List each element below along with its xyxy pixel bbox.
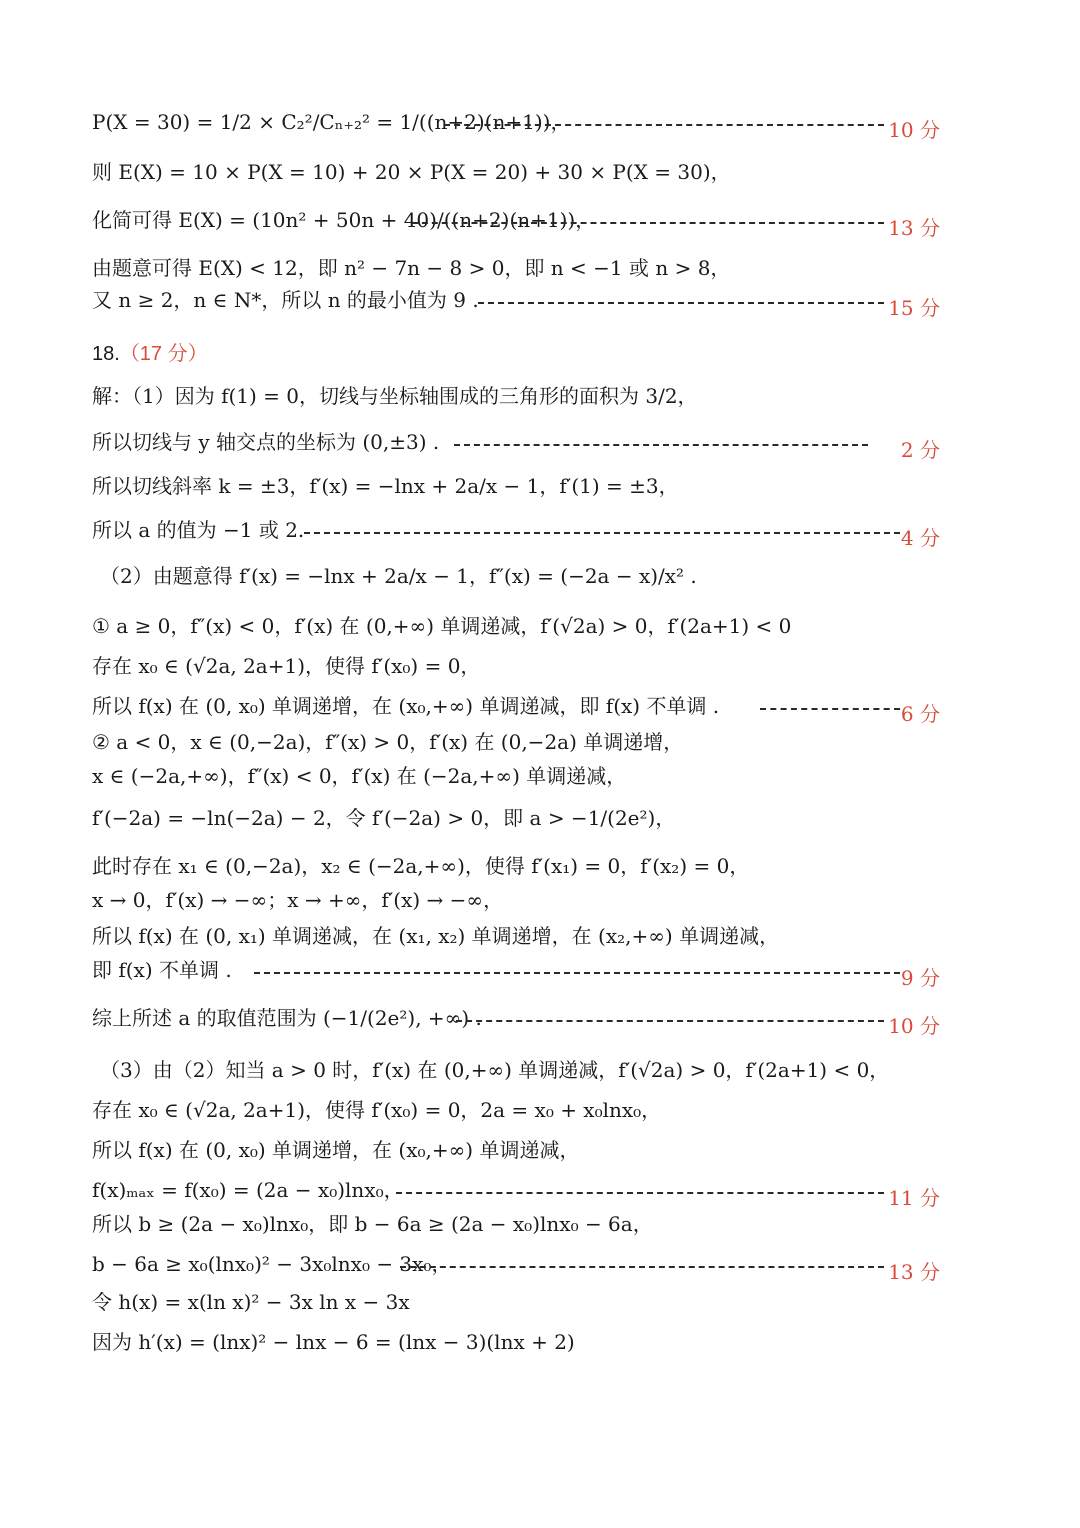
line-monotone-part3: 所以 f(x) 在 (0, x₀) 单调递增，在 (x₀,+∞) 单调递减，	[92, 1138, 580, 1162]
line-a-values: 所以 a 的值为 −1 或 2.	[92, 518, 305, 542]
dashed-leader	[444, 124, 884, 126]
score-label: 13 分	[888, 216, 940, 240]
dashed-leader	[412, 222, 884, 224]
score-label: 10 分	[888, 118, 940, 142]
score-label: 9 分	[900, 966, 940, 990]
problem-number-text: 18.	[92, 343, 120, 365]
dashed-leader	[456, 1020, 884, 1022]
line-f-prime-neg2a: f′(−2a) = −ln(−2a) − 2，令 f′(−2a) > 0，即 a > −1/(2e²)，	[92, 806, 676, 830]
line-expectation: 则 E(X) = 10 × P(X = 10) + 20 × P(X = 20) + 30 × P(X = 30)，	[92, 160, 731, 184]
line-part1-given: 解：（1）因为 f(1) = 0，切线与坐标轴围成的三角形的面积为 3/2，	[92, 384, 698, 408]
score-label: 2 分	[900, 438, 940, 462]
line-p-x-30: P(X = 30) = 1/2 × C₂²/Cₙ₊₂² = 1/((n+2)(n+1))，	[92, 110, 571, 134]
line-part2: （2）由题意得 f′(x) = −lnx + 2a/x − 1，f″(x) = (−2a − x)/x² .	[100, 564, 697, 588]
line-exists-x1-x2: 此时存在 x₁ ∈ (0,−2a)，x₂ ∈ (−2a,+∞)，使得 f′(x₁) = 0，f′(x₂) = 0，	[92, 854, 750, 878]
line-h-prime: 因为 h′(x) = (lnx)² − lnx − 6 = (lnx − 3)(lnx + 2)	[92, 1330, 575, 1354]
line-limits: x → 0，f′(x) → −∞；x → +∞，f′(x) → −∞，	[92, 888, 504, 912]
score-label: 13 分	[888, 1260, 940, 1284]
line-monotone-intervals: 所以 f(x) 在 (0, x₁) 单调递减，在 (x₁, x₂) 单调递增，在 (x₂,+∞) 单调递减，	[92, 924, 780, 948]
line-slope: 所以切线斜率 k = ±3，f′(x) = −lnx + 2a/x − 1，f′(1) = ±3，	[92, 474, 679, 498]
dashed-leader	[400, 1266, 884, 1268]
score-label: 6 分	[900, 702, 940, 726]
line-exists-x0-part3: 存在 x₀ ∈ (√2a, 2a+1)，使得 f′(x₀) = 0，2a = x₀ + x₀lnx₀，	[92, 1098, 662, 1122]
line-min-n: 又 n ≥ 2，n ∈ N*，所以 n 的最小值为 9 .	[92, 288, 479, 312]
dashed-leader	[478, 302, 884, 304]
line-case2-decreasing: x ∈ (−2a,+∞)，f″(x) < 0，f′(x) 在 (−2a,+∞) 单调递减，	[92, 764, 627, 788]
line-intercept: 所以切线与 y 轴交点的坐标为 (0,±3) .	[92, 430, 440, 454]
line-h-def: 令 h(x) = x(ln x)² − 3x ln x − 3x	[92, 1290, 410, 1314]
line-range-a: 综上所述 a 的取值范围为 (−1/(2e²), +∞) .	[92, 1006, 482, 1030]
dashed-leader	[454, 444, 868, 446]
score-label: 10 分	[888, 1014, 940, 1038]
line-case1: ① a ≥ 0，f″(x) < 0，f′(x) 在 (0,+∞) 单调递减，f′(√2a) > 0，f′(2a+1) < 0	[92, 614, 792, 638]
score-label: 4 分	[900, 526, 940, 550]
score-label: 15 分	[888, 296, 940, 320]
line-not-monotone-1: 所以 f(x) 在 (0, x₀) 单调递增，在 (x₀,+∞) 单调递减，即 f(x) 不单调 .	[92, 694, 720, 718]
dashed-leader	[760, 708, 900, 710]
line-not-monotone-2: 即 f(x) 不单调 .	[92, 958, 232, 982]
line-inequality: 由题意可得 E(X) < 12，即 n² − 7n − 8 > 0，即 n < −1 或 n > 8，	[92, 256, 731, 280]
problem-points: （17 分）	[119, 343, 208, 365]
line-b-inequality: 所以 b ≥ (2a − x₀)lnx₀，即 b − 6a ≥ (2a − x₀)lnx₀ − 6a，	[92, 1212, 653, 1236]
dashed-leader	[304, 532, 900, 534]
line-part3: （3）由（2）知当 a > 0 时，f′(x) 在 (0,+∞) 单调递减，f′(√2a) > 0，f′(2a+1) < 0，	[100, 1058, 890, 1082]
problem-number	[92, 344, 208, 364]
line-b-6a: b − 6a ≥ x₀(lnx₀)² − 3x₀lnx₀ − 3x₀，	[92, 1252, 452, 1276]
score-label: 11 分	[888, 1186, 940, 1210]
line-simplify: 化简可得 E(X) = (10n² + 50n + 40)/((n+2)(n+1))，	[92, 208, 596, 232]
line-case2: ② a < 0，x ∈ (0,−2a)，f″(x) > 0，f′(x) 在 (0,−2a) 单调递增，	[92, 730, 684, 754]
dashed-leader	[396, 1192, 884, 1194]
line-f-max: f(x)ₘₐₓ = f(x₀) = (2a − x₀)lnx₀，	[92, 1178, 404, 1202]
dashed-leader	[254, 972, 900, 974]
line-exists-x0: 存在 x₀ ∈ (√2a, 2a+1)，使得 f′(x₀) = 0，	[92, 654, 481, 678]
